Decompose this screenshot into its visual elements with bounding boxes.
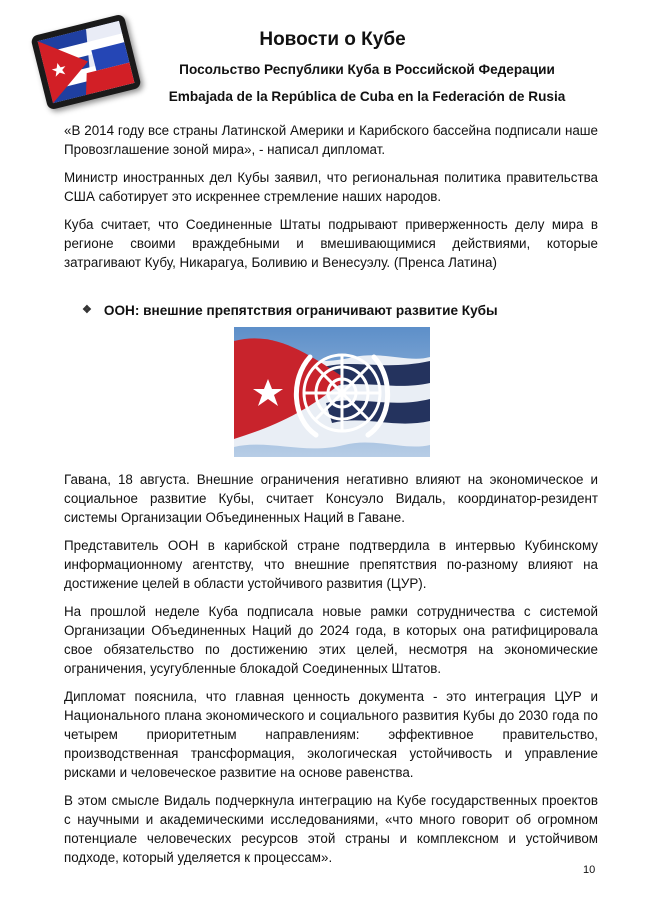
paragraph: Представитель ООН в карибской стране подтвердила в интервью Кубинскому информационному агентству, что внешние препятствия по-разному влияют на достижение целей в области устойчивого развития (ЦУР). bbox=[64, 538, 598, 591]
un-emblem-over-cuban-flag-icon bbox=[234, 327, 430, 457]
section-title: ООН: внешние препятствия ограничивают развитие Кубы bbox=[103, 303, 498, 318]
paragraph: Министр иностранных дел Кубы заявил, что региональная политика правительства США саботирует это искреннее стремление наших народов. bbox=[64, 170, 598, 204]
paragraph: Гавана, 18 августа. Внешние ограничения негативно влияют на экономическое и социальное развитие Кубы, считает Консуэло Видаль, координатор-резидент системы Организации Объединенных Наций в Гаване. bbox=[64, 472, 598, 525]
paragraph: На прошлой неделе Куба подписала новые рамки сотрудничества с системой Организации Объединенных Наций до 2024 года, в которых она ратифицировала свое обязательство по достижению этих целей, несмотря на экономические ограничения, усугубленные блокадой Соединенных Штатов. bbox=[64, 604, 598, 676]
paragraph: Дипломат пояснила, что главная ценность документа - это интеграция ЦУР и Национального плана экономического и социального развития Кубы до 2030 года по четырем приоритетным направлениям: эффективное правительство, производственная трансформация, экологическая устойчивость и управление рисками и человеческое развитие на основе равенства. bbox=[64, 689, 598, 780]
page-number: 10 bbox=[583, 864, 596, 876]
section-heading bbox=[82, 301, 598, 320]
paragraph: В этом смысле Видаль подчеркнула интеграцию на Кубе государственных проектов с научными и академическими исследованиями, «что много говорит об огромном потенциале человеческих ресурсов этой страны и комплексном и устойчивом подходе, который уделяется к процессам». bbox=[64, 793, 598, 865]
diamond-bullet-icon: ❖ bbox=[82, 304, 92, 316]
paragraph: «В 2014 году все страны Латинской Америки и Карибского бассейна подписали наше Провозглашение зоной мира», - написал дипломат. bbox=[64, 123, 598, 157]
header-title: Новости о Кубе bbox=[259, 29, 406, 50]
header-subtitle-es: Embajada de la República de Cuba en la Federación de Rusia bbox=[168, 89, 566, 104]
paragraph: Куба считает, что Соединенные Штаты подрывают приверженность делу мира в регионе своими враждебными и вмешивающимися действиями, которые затрагивают Кубу, Никарагуа, Боливию и Венесуэлу. (Пренса Латина) bbox=[64, 217, 598, 270]
article-body bbox=[64, 121, 598, 876]
header-subtitle-ru: Посольство Республики Куба в Российской Федерации bbox=[179, 62, 555, 77]
